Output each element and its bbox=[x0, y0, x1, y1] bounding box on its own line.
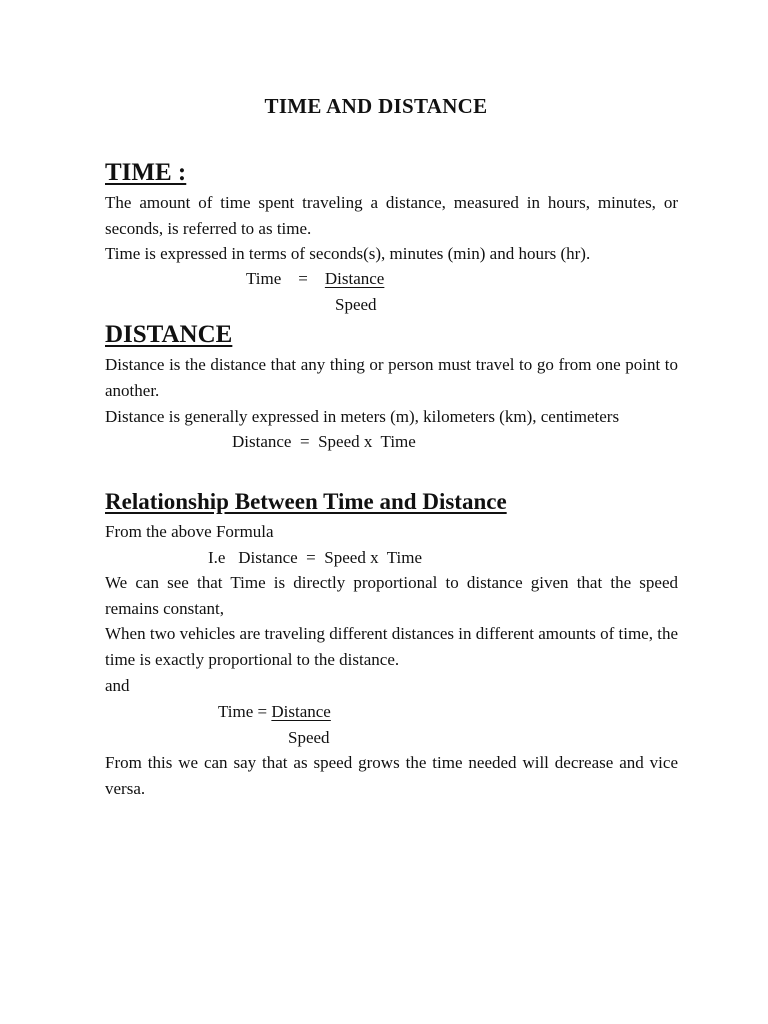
relationship-formula-numerator: Distance bbox=[271, 702, 331, 721]
time-formula-lhs: Time bbox=[246, 269, 282, 288]
conclusion-paragraph: From this we can say that as speed grows the time needed will decrease and vice versa. bbox=[105, 753, 678, 798]
time-formula-line bbox=[246, 266, 384, 291]
distance-units-paragraph: Distance is generally expressed in meters (m), kilometers (km), centimeters bbox=[105, 407, 620, 426]
time-formula-denominator: Speed bbox=[335, 295, 377, 314]
section-heading-time: TIME : bbox=[105, 159, 187, 186]
section-heading-relationship: Relationship Between Time and Distance bbox=[105, 489, 507, 514]
relationship-formula-denominator: Speed bbox=[288, 728, 330, 747]
and-text: and bbox=[105, 676, 130, 695]
vehicles-paragraph: When two vehicles are traveling different distances in different amounts of time, the time is exactly proportional to the distance. bbox=[105, 624, 678, 669]
distance-formula: Distance = Speed x Time bbox=[232, 432, 416, 451]
time-definition-paragraph: The amount of time spent traveling a distance, measured in hours, minutes, or seconds, is referred to as time. bbox=[105, 193, 678, 238]
document-title: TIME AND DISTANCE bbox=[264, 94, 488, 118]
time-formula-numerator: Distance bbox=[324, 269, 385, 288]
distance-definition-paragraph: Distance is the distance that any thing or person must travel to go from one point to another. bbox=[105, 355, 678, 400]
time-units-paragraph: Time is expressed in terms of seconds(s), minutes (min) and hours (hr). bbox=[105, 244, 591, 263]
relationship-intro-paragraph: From the above Formula bbox=[105, 522, 274, 541]
time-formula-equals: = bbox=[298, 269, 308, 288]
relationship-ie-formula: I.e Distance = Speed x Time bbox=[208, 548, 423, 567]
relationship-time-formula-line bbox=[218, 699, 331, 724]
section-heading-distance bbox=[105, 322, 232, 347]
relationship-formula-lhs: Time = bbox=[218, 702, 268, 721]
proportional-paragraph: We can see that Time is directly proportional to distance given that the speed remains constant, bbox=[105, 573, 678, 618]
section-heading-distance-text: DISTANCE bbox=[105, 321, 233, 348]
